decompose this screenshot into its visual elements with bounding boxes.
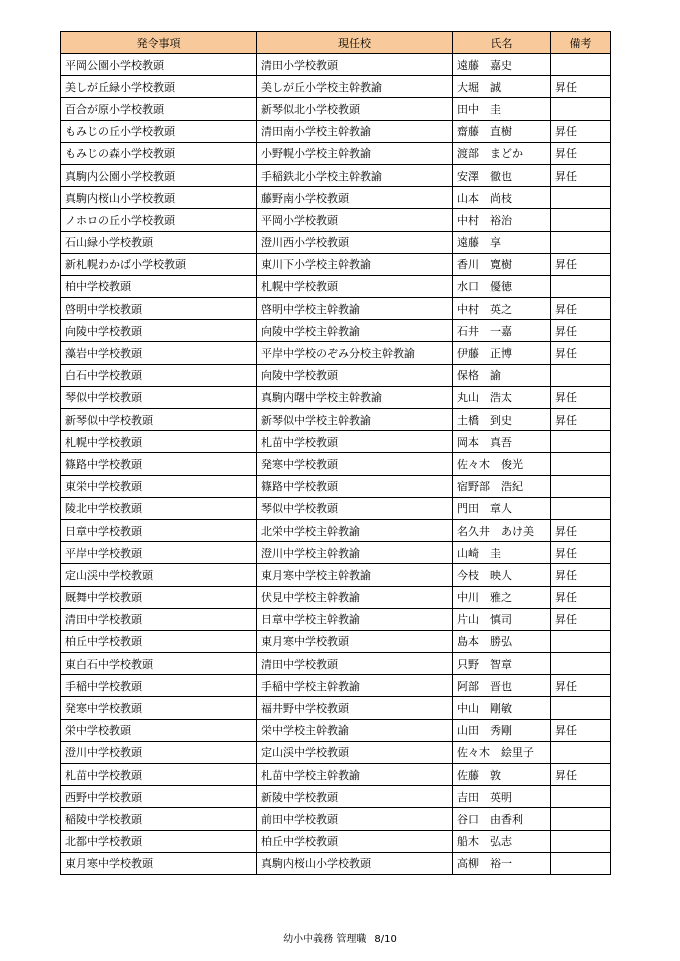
name-cell: 山本 尚枝 bbox=[453, 187, 551, 209]
table-row bbox=[61, 453, 611, 475]
name-cell: 今枝 映人 bbox=[453, 564, 551, 586]
name-cell: 佐々木 絵里子 bbox=[453, 741, 551, 763]
appointment-cell: 澄川中学校教頭 bbox=[61, 741, 257, 763]
appointment-cell: 篠路中学校教頭 bbox=[61, 453, 257, 475]
current-school-cell: 札苗中学校教頭 bbox=[257, 431, 453, 453]
footer-section: 幼小中義務 管理職 bbox=[283, 934, 367, 945]
remarks-cell bbox=[551, 275, 611, 297]
remarks-cell bbox=[551, 98, 611, 120]
remarks-cell bbox=[551, 475, 611, 497]
current-school-cell: 向陵中学校教頭 bbox=[257, 364, 453, 386]
current-school-cell: 新琴似北小学校教頭 bbox=[257, 98, 453, 120]
appointment-cell: 日章中学校教頭 bbox=[61, 519, 257, 541]
current-school-cell: 篠路中学校教頭 bbox=[257, 475, 453, 497]
current-school-cell: 前田中学校教頭 bbox=[257, 808, 453, 830]
current-school-cell: 澄川西小学校教頭 bbox=[257, 231, 453, 253]
name-cell: 遠藤 享 bbox=[453, 231, 551, 253]
appointment-cell: 藻岩中学校教頭 bbox=[61, 342, 257, 364]
name-cell: 山崎 圭 bbox=[453, 542, 551, 564]
table-row bbox=[61, 653, 611, 675]
remarks-cell: 昇任 bbox=[551, 253, 611, 275]
table-row bbox=[61, 231, 611, 253]
table-body bbox=[61, 54, 611, 875]
current-school-cell: 伏見中学校主幹教諭 bbox=[257, 586, 453, 608]
remarks-cell: 昇任 bbox=[551, 142, 611, 164]
remarks-cell bbox=[551, 830, 611, 852]
appointment-cell: 清田中学校教頭 bbox=[61, 608, 257, 630]
remarks-cell: 昇任 bbox=[551, 586, 611, 608]
name-cell: 中川 雅之 bbox=[453, 586, 551, 608]
remarks-cell bbox=[551, 431, 611, 453]
appointment-cell: 新札幌わかば小学校教頭 bbox=[61, 253, 257, 275]
table-row bbox=[61, 431, 611, 453]
current-school-cell: 東月寒中学校教頭 bbox=[257, 630, 453, 652]
appointment-cell: 白石中学校教頭 bbox=[61, 364, 257, 386]
table-row bbox=[61, 519, 611, 541]
name-cell: 田中 圭 bbox=[453, 98, 551, 120]
remarks-cell: 昇任 bbox=[551, 764, 611, 786]
table-row bbox=[61, 187, 611, 209]
name-cell: 丸山 浩太 bbox=[453, 386, 551, 408]
name-cell: 山田 秀剛 bbox=[453, 719, 551, 741]
table-row bbox=[61, 608, 611, 630]
table-row bbox=[61, 830, 611, 852]
name-cell: 佐々木 俊光 bbox=[453, 453, 551, 475]
appointment-cell: 定山渓中学校教頭 bbox=[61, 564, 257, 586]
table-row bbox=[61, 164, 611, 186]
remarks-cell bbox=[551, 653, 611, 675]
appointment-cell: 真駒内桜山小学校教頭 bbox=[61, 187, 257, 209]
current-school-cell: 東月寒中学校主幹教諭 bbox=[257, 564, 453, 586]
current-school-cell: 東川下小学校主幹教諭 bbox=[257, 253, 453, 275]
name-cell: 保格 諭 bbox=[453, 364, 551, 386]
remarks-cell: 昇任 bbox=[551, 564, 611, 586]
remarks-cell bbox=[551, 497, 611, 519]
appointment-cell: 啓明中学校教頭 bbox=[61, 298, 257, 320]
appointment-cell: もみじの森小学校教頭 bbox=[61, 142, 257, 164]
name-cell: 只野 智章 bbox=[453, 653, 551, 675]
current-school-cell: 美しが丘小学校主幹教諭 bbox=[257, 76, 453, 98]
remarks-cell bbox=[551, 453, 611, 475]
current-school-cell: 琴似中学校教頭 bbox=[257, 497, 453, 519]
appointment-cell: もみじの丘小学校教頭 bbox=[61, 120, 257, 142]
name-cell: 高柳 裕一 bbox=[453, 852, 551, 874]
current-school-cell: 小野幌小学校主幹教諭 bbox=[257, 142, 453, 164]
current-school-cell: 清田中学校教頭 bbox=[257, 653, 453, 675]
current-school-cell: 向陵中学校主幹教諭 bbox=[257, 320, 453, 342]
current-school-cell: 発寒中学校教頭 bbox=[257, 453, 453, 475]
table-row bbox=[61, 320, 611, 342]
name-cell: 島本 勝弘 bbox=[453, 630, 551, 652]
table-row bbox=[61, 475, 611, 497]
appointment-cell: 百合が原小学校教頭 bbox=[61, 98, 257, 120]
current-school-cell: 栄中学校主幹教諭 bbox=[257, 719, 453, 741]
remarks-cell bbox=[551, 852, 611, 874]
table-row bbox=[61, 586, 611, 608]
name-cell: 中山 剛敏 bbox=[453, 697, 551, 719]
appointment-cell: 新琴似中学校教頭 bbox=[61, 409, 257, 431]
table-row bbox=[61, 808, 611, 830]
current-school-cell: 北栄中学校主幹教諭 bbox=[257, 519, 453, 541]
remarks-cell bbox=[551, 209, 611, 231]
table-row bbox=[61, 741, 611, 763]
header-current-school: 現任校 bbox=[257, 32, 453, 54]
name-cell: 中村 裕治 bbox=[453, 209, 551, 231]
table-row bbox=[61, 120, 611, 142]
appointment-cell: 西野中学校教頭 bbox=[61, 786, 257, 808]
table-row bbox=[61, 497, 611, 519]
remarks-cell: 昇任 bbox=[551, 298, 611, 320]
name-cell: 門田 章人 bbox=[453, 497, 551, 519]
current-school-cell: 清田南小学校主幹教諭 bbox=[257, 120, 453, 142]
appointment-cell: 東白石中学校教頭 bbox=[61, 653, 257, 675]
name-cell: 名久井 あけ美 bbox=[453, 519, 551, 541]
remarks-cell: 昇任 bbox=[551, 164, 611, 186]
remarks-cell: 昇任 bbox=[551, 719, 611, 741]
appointment-cell: 陵北中学校教頭 bbox=[61, 497, 257, 519]
name-cell: 大堀 誠 bbox=[453, 76, 551, 98]
appointment-cell: 柏丘中学校教頭 bbox=[61, 630, 257, 652]
remarks-cell: 昇任 bbox=[551, 675, 611, 697]
table-row bbox=[61, 342, 611, 364]
table-row bbox=[61, 697, 611, 719]
remarks-cell bbox=[551, 741, 611, 763]
name-cell: 片山 慎司 bbox=[453, 608, 551, 630]
remarks-cell: 昇任 bbox=[551, 608, 611, 630]
table-row bbox=[61, 630, 611, 652]
appointment-cell: 札苗中学校教頭 bbox=[61, 764, 257, 786]
header-name: 氏名 bbox=[453, 32, 551, 54]
header-remarks: 備考 bbox=[551, 32, 611, 54]
table-row bbox=[61, 298, 611, 320]
appointment-cell: 東月寒中学校教頭 bbox=[61, 852, 257, 874]
table-row bbox=[61, 386, 611, 408]
appointment-cell: 札幌中学校教頭 bbox=[61, 431, 257, 453]
appointment-cell: 美しが丘緑小学校教頭 bbox=[61, 76, 257, 98]
remarks-cell bbox=[551, 630, 611, 652]
current-school-cell: 日章中学校主幹教諭 bbox=[257, 608, 453, 630]
remarks-cell: 昇任 bbox=[551, 76, 611, 98]
table-row bbox=[61, 542, 611, 564]
appointment-cell: 真駒内公園小学校教頭 bbox=[61, 164, 257, 186]
appointment-cell: ノホロの丘小学校教頭 bbox=[61, 209, 257, 231]
appointment-cell: 柏中学校教頭 bbox=[61, 275, 257, 297]
current-school-cell: 新陵中学校教頭 bbox=[257, 786, 453, 808]
remarks-cell: 昇任 bbox=[551, 386, 611, 408]
table-row bbox=[61, 209, 611, 231]
current-school-cell: 柏丘中学校教頭 bbox=[257, 830, 453, 852]
name-cell: 伊藤 正博 bbox=[453, 342, 551, 364]
remarks-cell: 昇任 bbox=[551, 320, 611, 342]
name-cell: 谷口 由香利 bbox=[453, 808, 551, 830]
table-row bbox=[61, 675, 611, 697]
name-cell: 香川 寛樹 bbox=[453, 253, 551, 275]
table-row bbox=[61, 142, 611, 164]
table-row bbox=[61, 54, 611, 76]
table-row bbox=[61, 409, 611, 431]
current-school-cell: 札幌中学校教頭 bbox=[257, 275, 453, 297]
name-cell: 石井 一嘉 bbox=[453, 320, 551, 342]
table-row bbox=[61, 719, 611, 741]
remarks-cell bbox=[551, 364, 611, 386]
appointment-cell: 厩舞中学校教頭 bbox=[61, 586, 257, 608]
table-row bbox=[61, 364, 611, 386]
table-row bbox=[61, 98, 611, 120]
current-school-cell: 定山渓中学校教頭 bbox=[257, 741, 453, 763]
remarks-cell: 昇任 bbox=[551, 342, 611, 364]
name-cell: 吉田 英明 bbox=[453, 786, 551, 808]
remarks-cell bbox=[551, 187, 611, 209]
current-school-cell: 福井野中学校教頭 bbox=[257, 697, 453, 719]
current-school-cell: 真駒内桜山小学校教頭 bbox=[257, 852, 453, 874]
remarks-cell: 昇任 bbox=[551, 542, 611, 564]
personnel-table bbox=[60, 31, 611, 875]
current-school-cell: 藤野南小学校教頭 bbox=[257, 187, 453, 209]
appointment-cell: 琴似中学校教頭 bbox=[61, 386, 257, 408]
current-school-cell: 澄川中学校主幹教諭 bbox=[257, 542, 453, 564]
remarks-cell: 昇任 bbox=[551, 120, 611, 142]
name-cell: 中村 英之 bbox=[453, 298, 551, 320]
table-row bbox=[61, 76, 611, 98]
remarks-cell: 昇任 bbox=[551, 519, 611, 541]
current-school-cell: 啓明中学校主幹教諭 bbox=[257, 298, 453, 320]
name-cell: 宿野部 浩紀 bbox=[453, 475, 551, 497]
appointment-cell: 東栄中学校教頭 bbox=[61, 475, 257, 497]
table-row bbox=[61, 564, 611, 586]
name-cell: 船木 弘志 bbox=[453, 830, 551, 852]
current-school-cell: 札苗中学校主幹教諭 bbox=[257, 764, 453, 786]
table-row bbox=[61, 786, 611, 808]
name-cell: 阿部 晋也 bbox=[453, 675, 551, 697]
name-cell: 安澤 徹也 bbox=[453, 164, 551, 186]
remarks-cell: 昇任 bbox=[551, 409, 611, 431]
remarks-cell bbox=[551, 697, 611, 719]
appointment-cell: 平岡公園小学校教頭 bbox=[61, 54, 257, 76]
name-cell: 佐藤 敦 bbox=[453, 764, 551, 786]
remarks-cell bbox=[551, 808, 611, 830]
appointment-cell: 向陵中学校教頭 bbox=[61, 320, 257, 342]
table-row bbox=[61, 275, 611, 297]
appointment-cell: 北都中学校教頭 bbox=[61, 830, 257, 852]
appointment-cell: 手稲中学校教頭 bbox=[61, 675, 257, 697]
remarks-cell bbox=[551, 54, 611, 76]
appointment-cell: 栄中学校教頭 bbox=[61, 719, 257, 741]
name-cell: 岡本 真吾 bbox=[453, 431, 551, 453]
current-school-cell: 手稲中学校主幹教諭 bbox=[257, 675, 453, 697]
name-cell: 渡部 まどか bbox=[453, 142, 551, 164]
remarks-cell bbox=[551, 231, 611, 253]
current-school-cell: 真駒内曙中学校主幹教諭 bbox=[257, 386, 453, 408]
appointment-cell: 平岸中学校教頭 bbox=[61, 542, 257, 564]
appointment-cell: 発寒中学校教頭 bbox=[61, 697, 257, 719]
name-cell: 齋藤 直樹 bbox=[453, 120, 551, 142]
current-school-cell: 清田小学校教頭 bbox=[257, 54, 453, 76]
table-row bbox=[61, 253, 611, 275]
header-row bbox=[61, 32, 611, 54]
table-row bbox=[61, 852, 611, 874]
current-school-cell: 手稲鉄北小学校主幹教諭 bbox=[257, 164, 453, 186]
name-cell: 土橋 到史 bbox=[453, 409, 551, 431]
remarks-cell bbox=[551, 786, 611, 808]
page-footer bbox=[0, 930, 680, 945]
appointment-cell: 石山緑小学校教頭 bbox=[61, 231, 257, 253]
current-school-cell: 平岡小学校教頭 bbox=[257, 209, 453, 231]
page-number: 8/10 bbox=[374, 934, 397, 945]
current-school-cell: 新琴似中学校主幹教諭 bbox=[257, 409, 453, 431]
name-cell: 遠藤 嘉史 bbox=[453, 54, 551, 76]
table-row bbox=[61, 764, 611, 786]
name-cell: 水口 優徳 bbox=[453, 275, 551, 297]
current-school-cell: 平岸中学校のぞみ分校主幹教諭 bbox=[257, 342, 453, 364]
header-appointment: 発令事項 bbox=[61, 32, 257, 54]
appointment-cell: 稲陵中学校教頭 bbox=[61, 808, 257, 830]
